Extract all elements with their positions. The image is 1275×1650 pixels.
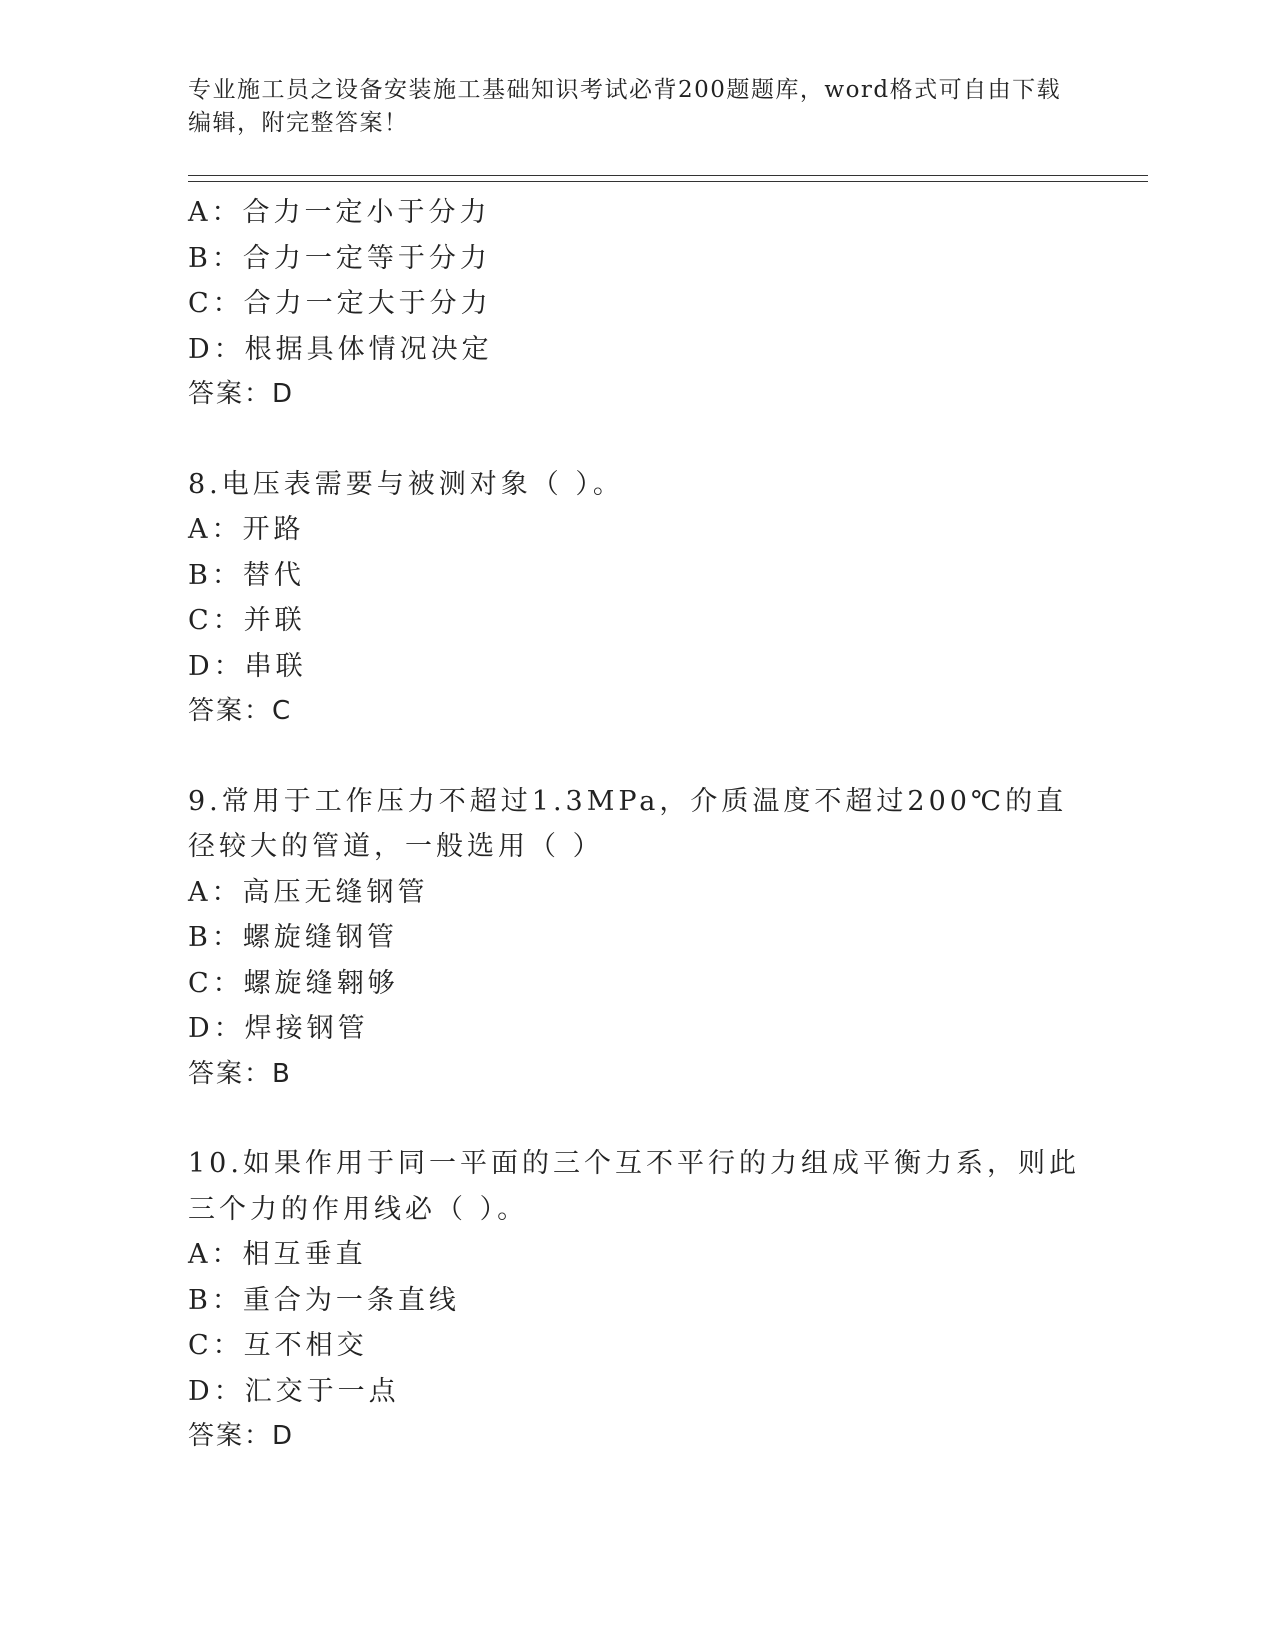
option-b: B：合力一定等于分力 bbox=[188, 242, 491, 274]
question-block bbox=[188, 190, 1088, 418]
option-a: A：合力一定小于分力 bbox=[188, 197, 491, 228]
answer-line: 答案：C bbox=[188, 696, 293, 726]
option-b: B：重合为一条直线 bbox=[188, 1284, 460, 1316]
option-d: D：根据具体情况决定 bbox=[188, 333, 493, 365]
header-divider-bottom bbox=[188, 181, 1148, 182]
question-block bbox=[188, 1141, 1088, 1460]
question-stem: 9.常用于工作压力不超过1.3MPa，介质温度不超过200℃的直径较大的管道，一般选用（ ） bbox=[188, 785, 1068, 862]
question-stem: 8.电压表需要与被测对象（ ）。 bbox=[188, 468, 624, 500]
option-c: C：螺旋缝翱够 bbox=[188, 967, 399, 999]
question-block bbox=[188, 779, 1088, 1098]
answer-line: 答案：B bbox=[188, 1058, 292, 1089]
question-stem: 10.如果作用于同一平面的三个互不平行的力组成平衡力系，则此三个力的作用线必（ ）。 bbox=[188, 1148, 1080, 1225]
question-block bbox=[188, 462, 1088, 735]
option-d: D：串联 bbox=[188, 650, 307, 682]
answer-line: 答案：D bbox=[188, 379, 295, 409]
answer-line: 答案：D bbox=[188, 1421, 295, 1451]
option-a: A：高压无缝钢管 bbox=[188, 876, 429, 908]
question-list bbox=[188, 190, 1088, 1460]
option-b: B：螺旋缝钢管 bbox=[188, 922, 398, 953]
option-c: C：并联 bbox=[188, 605, 306, 636]
option-a: A：开路 bbox=[188, 514, 305, 545]
option-d: D：汇交于一点 bbox=[188, 1375, 400, 1407]
option-a: A：相互垂直 bbox=[188, 1239, 367, 1270]
header-divider-top bbox=[188, 175, 1148, 176]
option-d: D：焊接钢管 bbox=[188, 1013, 369, 1044]
option-b: B：替代 bbox=[188, 559, 305, 591]
option-c: C：合力一定大于分力 bbox=[188, 288, 492, 319]
option-c: C：互不相交 bbox=[188, 1330, 368, 1361]
document-title: 专业施工员之设备安装施工基础知识考试必背200题题库，word格式可自由下载编辑，附完整答案！ bbox=[188, 77, 1062, 136]
